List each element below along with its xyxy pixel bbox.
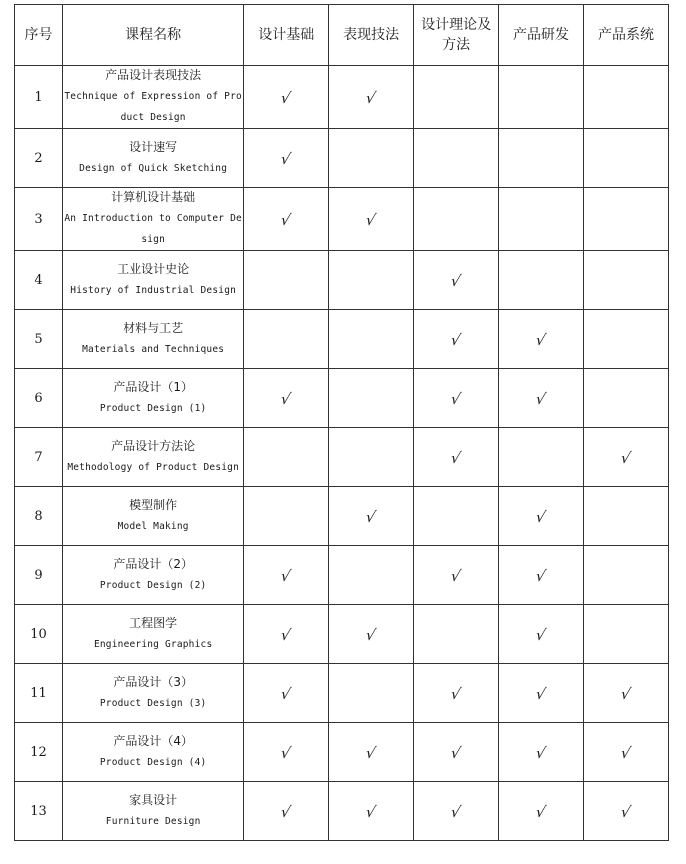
category-cell — [414, 487, 499, 546]
category-cell — [414, 546, 499, 605]
category-cell — [329, 188, 414, 251]
category-cell — [244, 428, 329, 487]
row-number: 2 — [15, 129, 63, 188]
course-name-cell — [63, 723, 244, 782]
course-name-cell — [63, 782, 244, 841]
category-cell — [329, 664, 414, 723]
category-cell — [329, 723, 414, 782]
course-name-cell — [63, 605, 244, 664]
course-name-cn: 工业设计史论 — [117, 261, 190, 276]
course-name-en: Technique of Expression of Product Design — [64, 91, 242, 123]
category-cell — [583, 129, 668, 188]
category-cell — [414, 782, 499, 841]
course-name-cn: 家具设计 — [129, 792, 178, 807]
check-mark-icon: √ — [364, 88, 378, 107]
course-name-en: Product Design (2) — [99, 579, 207, 591]
course-name-cn: 产品设计（3） — [113, 674, 193, 689]
check-mark-icon: √ — [449, 684, 463, 703]
check-mark-icon: √ — [279, 149, 293, 168]
table-row — [15, 251, 669, 310]
check-mark-icon: √ — [534, 389, 548, 408]
course-name-en: Product Design (1) — [99, 402, 207, 414]
header-category-expression-technique: 表现技法 — [329, 5, 414, 66]
course-name-en: Product Design (4) — [99, 756, 207, 768]
check-mark-icon: √ — [619, 684, 633, 703]
category-cell — [499, 251, 584, 310]
category-cell — [244, 605, 329, 664]
course-name-cn: 产品设计（1） — [113, 379, 193, 394]
header-row — [15, 5, 669, 66]
table-row — [15, 664, 669, 723]
category-cell — [583, 664, 668, 723]
check-mark-icon: √ — [279, 389, 293, 408]
course-name-cell — [63, 664, 244, 723]
course-name-cell — [63, 487, 244, 546]
category-cell — [583, 605, 668, 664]
row-number: 11 — [15, 664, 63, 723]
category-cell — [244, 251, 329, 310]
table-row — [15, 487, 669, 546]
category-cell — [583, 546, 668, 605]
row-number: 8 — [15, 487, 63, 546]
category-cell — [414, 188, 499, 251]
category-cell — [244, 782, 329, 841]
course-name-en: Engineering Graphics — [93, 638, 213, 650]
row-number: 6 — [15, 369, 63, 428]
check-mark-icon: √ — [449, 330, 463, 349]
category-cell — [583, 782, 668, 841]
category-cell — [414, 129, 499, 188]
table-row — [15, 723, 669, 782]
course-category-table — [14, 4, 669, 841]
check-mark-icon: √ — [534, 566, 548, 585]
course-name-cell — [63, 546, 244, 605]
category-cell — [499, 129, 584, 188]
table-row — [15, 369, 669, 428]
category-cell — [583, 66, 668, 129]
category-cell — [244, 66, 329, 129]
table-row — [15, 66, 669, 129]
category-cell — [414, 664, 499, 723]
check-mark-icon: √ — [364, 210, 378, 229]
course-name-en: An Introduction to Computer Design — [64, 213, 242, 245]
table-row — [15, 782, 669, 841]
check-mark-icon: √ — [279, 625, 293, 644]
row-number: 1 — [15, 66, 63, 129]
category-cell — [329, 369, 414, 428]
category-cell — [329, 428, 414, 487]
course-name-cell — [63, 66, 244, 129]
course-name-cell — [63, 129, 244, 188]
category-cell — [499, 310, 584, 369]
header-course-name: 课程名称 — [63, 5, 244, 66]
category-cell — [414, 605, 499, 664]
table-row — [15, 546, 669, 605]
category-cell — [329, 251, 414, 310]
course-name-en: Model Making — [117, 520, 189, 532]
category-cell — [499, 188, 584, 251]
course-name-cn: 计算机设计基础 — [111, 190, 196, 204]
check-mark-icon: √ — [449, 271, 463, 290]
table-row — [15, 188, 669, 251]
check-mark-icon: √ — [449, 802, 463, 821]
category-cell — [499, 487, 584, 546]
check-mark-icon: √ — [449, 743, 463, 762]
category-cell — [499, 428, 584, 487]
category-cell — [499, 369, 584, 428]
row-number: 7 — [15, 428, 63, 487]
check-mark-icon: √ — [364, 507, 378, 526]
row-number: 4 — [15, 251, 63, 310]
course-name-cn: 设计速写 — [129, 139, 178, 154]
category-cell — [583, 310, 668, 369]
header-category-product-development: 产品研发 — [499, 5, 584, 66]
category-cell — [583, 251, 668, 310]
course-name-cn: 产品设计（2） — [113, 556, 193, 571]
category-cell — [329, 66, 414, 129]
header-category-design-foundation: 设计基础 — [244, 5, 329, 66]
course-name-cell — [63, 188, 244, 251]
check-mark-icon: √ — [364, 625, 378, 644]
course-name-en: Methodology of Product Design — [67, 461, 239, 473]
category-cell — [244, 188, 329, 251]
category-cell — [414, 310, 499, 369]
row-number: 13 — [15, 782, 63, 841]
course-name-en: Product Design (3) — [99, 697, 207, 709]
check-mark-icon: √ — [534, 507, 548, 526]
category-cell — [244, 129, 329, 188]
table-row — [15, 605, 669, 664]
category-cell — [583, 188, 668, 251]
category-cell — [414, 369, 499, 428]
category-cell — [329, 546, 414, 605]
check-mark-icon: √ — [279, 684, 293, 703]
check-mark-icon: √ — [279, 802, 293, 821]
category-cell — [414, 428, 499, 487]
course-name-en: Furniture Design — [105, 815, 201, 827]
check-mark-icon: √ — [619, 448, 633, 467]
category-cell — [583, 428, 668, 487]
check-mark-icon: √ — [619, 743, 633, 762]
course-name-cn: 模型制作 — [129, 497, 178, 512]
table-row — [15, 310, 669, 369]
category-cell — [244, 310, 329, 369]
course-name-cn: 产品设计（4） — [113, 733, 193, 748]
header-category-product-system: 产品系统 — [583, 5, 668, 66]
row-number: 12 — [15, 723, 63, 782]
category-cell — [414, 723, 499, 782]
check-mark-icon: √ — [449, 389, 463, 408]
check-mark-icon: √ — [364, 802, 378, 821]
category-cell — [244, 723, 329, 782]
category-cell — [414, 66, 499, 129]
category-cell — [329, 605, 414, 664]
category-cell — [583, 369, 668, 428]
check-mark-icon: √ — [619, 802, 633, 821]
course-name-en: Materials and Techniques — [82, 343, 225, 355]
category-cell — [499, 782, 584, 841]
table-body — [15, 66, 669, 841]
course-name-cn: 工程图学 — [129, 615, 178, 630]
category-cell — [414, 251, 499, 310]
row-number: 9 — [15, 546, 63, 605]
course-name-cn: 材料与工艺 — [123, 320, 184, 335]
course-name-cn: 产品设计方法论 — [111, 438, 196, 453]
category-cell — [583, 723, 668, 782]
check-mark-icon: √ — [449, 448, 463, 467]
course-name-cell — [63, 310, 244, 369]
category-cell — [329, 310, 414, 369]
category-cell — [499, 66, 584, 129]
check-mark-icon: √ — [534, 743, 548, 762]
category-cell — [329, 129, 414, 188]
category-cell — [583, 487, 668, 546]
course-name-cell — [63, 369, 244, 428]
category-cell — [329, 487, 414, 546]
check-mark-icon: √ — [534, 684, 548, 703]
category-cell — [244, 664, 329, 723]
header-number: 序号 — [15, 5, 63, 66]
check-mark-icon: √ — [534, 625, 548, 644]
category-cell — [244, 487, 329, 546]
category-cell — [244, 546, 329, 605]
check-mark-icon: √ — [279, 88, 293, 107]
check-mark-icon: √ — [534, 330, 548, 349]
category-cell — [499, 664, 584, 723]
check-mark-icon: √ — [279, 743, 293, 762]
row-number: 3 — [15, 188, 63, 251]
category-cell — [244, 369, 329, 428]
table-row — [15, 129, 669, 188]
check-mark-icon: √ — [279, 210, 293, 229]
course-name-cell — [63, 428, 244, 487]
row-number: 10 — [15, 605, 63, 664]
category-cell — [499, 605, 584, 664]
course-name-en: Design of Quick Sketching — [79, 162, 228, 174]
category-cell — [499, 546, 584, 605]
header-category-design-theory: 设计理论及方法 — [414, 5, 499, 66]
check-mark-icon: √ — [279, 566, 293, 585]
check-mark-icon: √ — [364, 743, 378, 762]
course-name-en: History of Industrial Design — [70, 284, 237, 296]
table-row — [15, 428, 669, 487]
course-name-cn: 产品设计表现技法 — [105, 68, 202, 82]
row-number: 5 — [15, 310, 63, 369]
category-cell — [499, 723, 584, 782]
check-mark-icon: √ — [449, 566, 463, 585]
category-cell — [329, 782, 414, 841]
check-mark-icon: √ — [534, 802, 548, 821]
course-name-cell — [63, 251, 244, 310]
